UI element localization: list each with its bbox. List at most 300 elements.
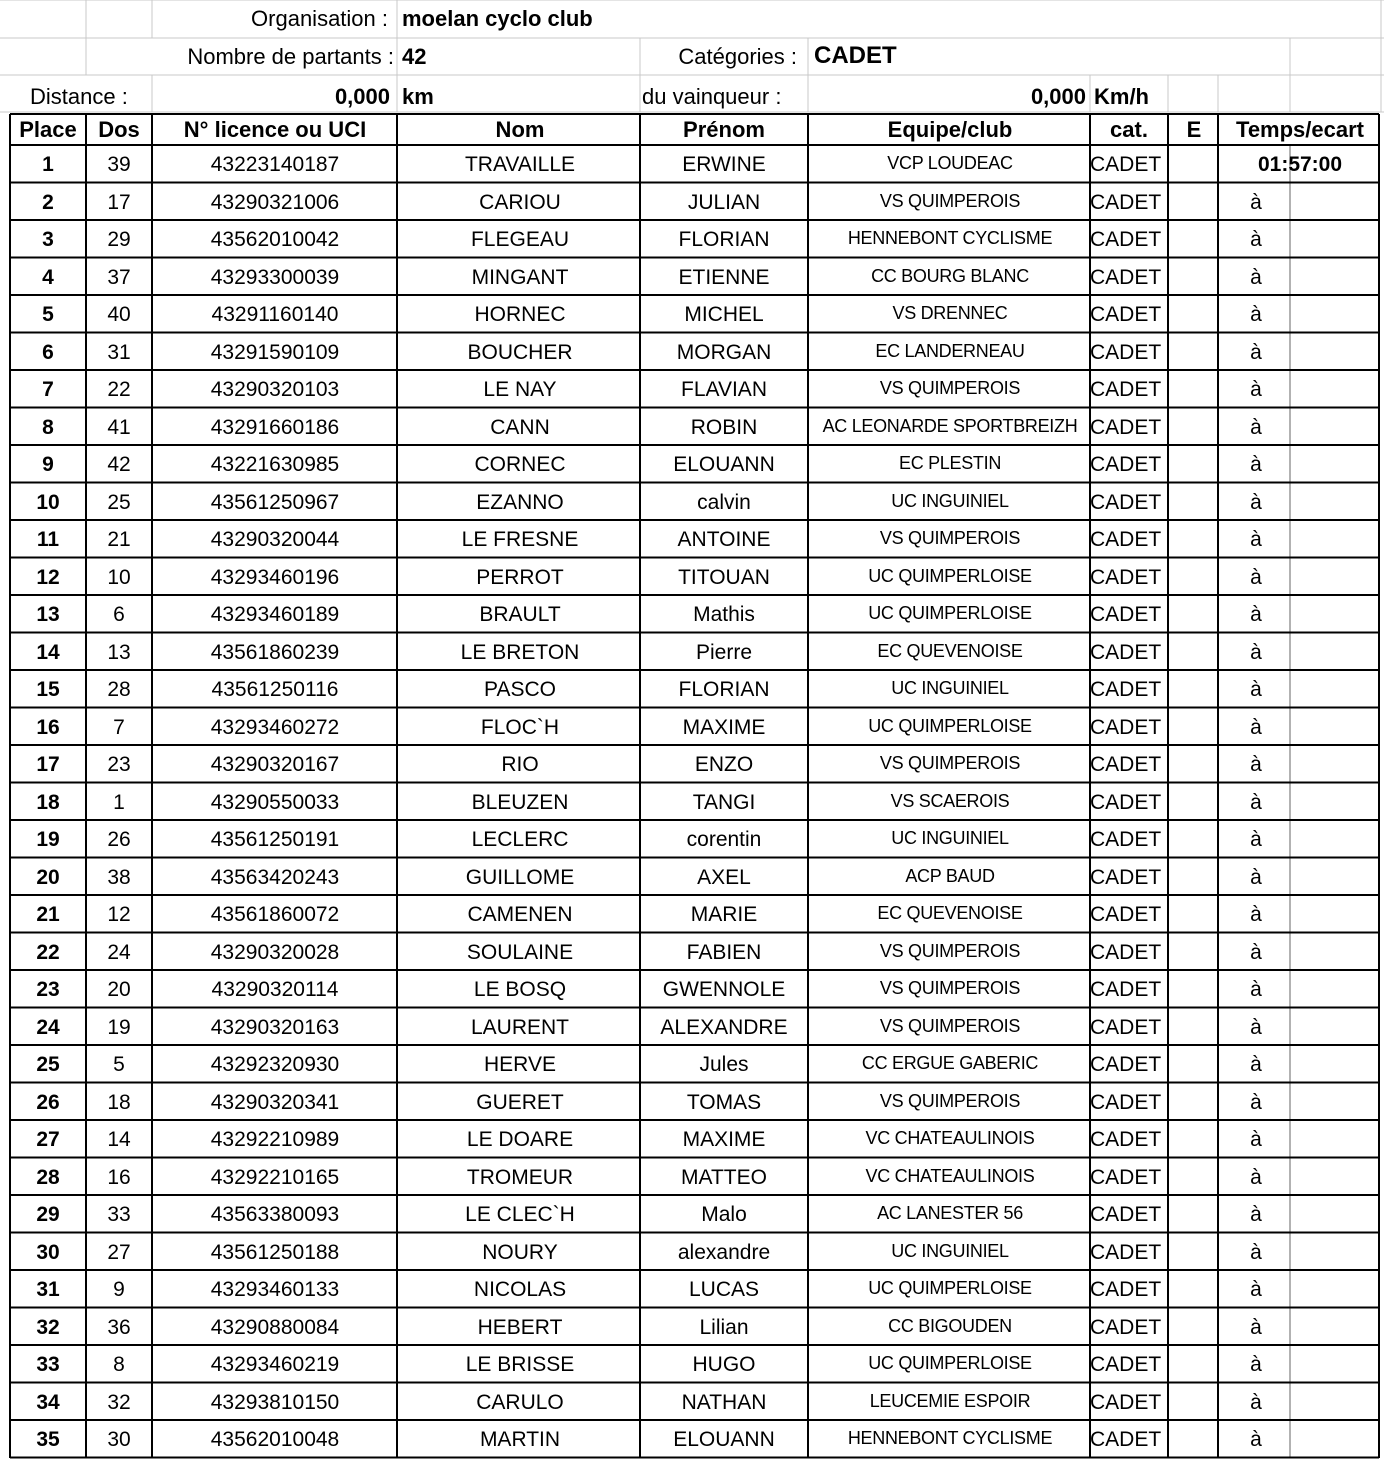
- cell-club: AC LANESTER 56: [877, 1203, 1023, 1223]
- cell-temps: à: [1250, 378, 1262, 401]
- cell-temps: à: [1250, 903, 1262, 926]
- cell-dos: 22: [107, 378, 131, 401]
- cell-prenom: GWENNOLE: [662, 978, 786, 1001]
- cell-prenom: MAXIME: [682, 715, 766, 739]
- cell-nom: CANN: [490, 415, 550, 439]
- cell-temps: à: [1250, 490, 1262, 514]
- cell-prenom: ENZO: [694, 753, 754, 776]
- cell-temps: à: [1250, 865, 1262, 889]
- cell-dos: 20: [107, 978, 131, 1001]
- cell-prenom: alexandre: [677, 1240, 771, 1264]
- cell-dos: 18: [107, 1090, 131, 1114]
- cell-temps: à: [1250, 753, 1262, 776]
- cell-dos: 5: [113, 1053, 125, 1076]
- cell-dos: 6: [113, 603, 125, 626]
- cell-licence: 43561250116: [211, 678, 339, 701]
- cell-dos: 8: [113, 1353, 125, 1376]
- cell-club: UC INGUINIEL: [891, 1240, 1009, 1261]
- cell-temps: à: [1250, 415, 1262, 439]
- cell-cat: CADET: [1090, 715, 1162, 739]
- cell-place: 4: [42, 265, 54, 289]
- cell-cat: CADET: [1090, 1128, 1162, 1151]
- cell-cat: CADET: [1090, 640, 1162, 664]
- cell-dos: 28: [107, 678, 131, 701]
- cell-dos: 7: [113, 715, 125, 739]
- cell-dos: 1: [113, 790, 125, 814]
- cell-club: UC INGUINIEL: [891, 828, 1009, 848]
- cell-club: CC BIGOUDEN: [888, 1315, 1012, 1336]
- cell-prenom: MARIE: [690, 903, 758, 926]
- cell-temps: à: [1250, 528, 1262, 551]
- cell-place: 22: [36, 940, 60, 964]
- cell-club: CC ERGUE GABERIC: [861, 1053, 1039, 1073]
- cell-dos: 21: [107, 528, 131, 551]
- cell-dos: 41: [107, 415, 131, 439]
- cell-licence: 43293460219: [210, 1353, 340, 1376]
- col-header-prenom: Prénom: [683, 117, 765, 142]
- cell-prenom: calvin: [697, 490, 751, 514]
- cell-dos: 30: [107, 1428, 131, 1451]
- cell-temps: à: [1250, 303, 1262, 326]
- cell-place: 1: [42, 153, 54, 176]
- cell-club: UC INGUINIEL: [891, 678, 1009, 698]
- categories-value: CADET: [814, 42, 897, 69]
- cell-cat: CADET: [1090, 828, 1162, 851]
- cell-nom: HORNEC: [474, 303, 566, 326]
- cell-prenom: Lilian: [699, 1315, 749, 1339]
- cell-cat: CADET: [1090, 940, 1162, 964]
- cell-place: 14: [36, 640, 60, 664]
- col-header-licence: N° licence ou UCI: [183, 117, 367, 142]
- cell-place: 5: [42, 303, 54, 326]
- cell-cat: CADET: [1090, 153, 1162, 176]
- cell-nom: FLEGEAU: [470, 228, 570, 251]
- cell-temps: à: [1250, 1203, 1262, 1226]
- cell-prenom: MICHEL: [684, 303, 764, 326]
- cell-licence: 43290321006: [210, 190, 340, 214]
- cell-club: UC INGUINIEL: [891, 490, 1009, 511]
- cell-club: EC PLESTIN: [898, 453, 1002, 473]
- cell-nom: PERROT: [476, 565, 564, 589]
- cell-nom: LE NAY: [483, 378, 557, 401]
- cell-dos: 13: [107, 640, 131, 664]
- cell-dos: 19: [107, 1015, 131, 1039]
- col-header-club: Equipe/club: [887, 117, 1013, 142]
- cell-dos: 33: [107, 1203, 131, 1226]
- cell-licence: 43561860239: [210, 640, 340, 664]
- cell-nom: TRAVAILLE: [464, 153, 576, 176]
- col-header-dos: Dos: [98, 117, 140, 142]
- cell-licence: 43290320028: [210, 940, 340, 964]
- cell-temps: à: [1250, 715, 1262, 739]
- cell-club: VS QUIMPEROIS: [879, 753, 1021, 773]
- cell-temps: à: [1250, 265, 1262, 289]
- cell-temps: à: [1250, 1165, 1262, 1189]
- cell-cat: CADET: [1090, 978, 1162, 1001]
- cell-dos: 26: [107, 828, 131, 851]
- cell-prenom: ANTOINE: [677, 528, 771, 551]
- cell-place: 9: [42, 453, 54, 476]
- cell-prenom: MORGAN: [676, 340, 772, 364]
- cell-place: 8: [42, 415, 54, 439]
- cell-nom: FLOC`H: [480, 715, 560, 739]
- cell-cat: CADET: [1090, 378, 1162, 401]
- cell-place: 21: [36, 903, 60, 926]
- cell-temps: à: [1250, 1053, 1262, 1076]
- cell-club: HENNEBONT CYCLISME: [847, 1428, 1053, 1448]
- cell-place: 17: [36, 753, 60, 776]
- cell-prenom: MAXIME: [682, 1128, 766, 1151]
- cell-club: VS QUIMPEROIS: [879, 528, 1021, 548]
- cell-place: 12: [36, 565, 60, 589]
- organisation-label: Organisation :: [251, 6, 388, 31]
- cell-dos: 37: [107, 265, 131, 289]
- cell-prenom: Malo: [701, 1203, 747, 1226]
- cell-place: 28: [36, 1165, 60, 1189]
- cell-prenom: TITOUAN: [678, 565, 770, 589]
- cell-club: VS SCAEROIS: [890, 790, 1010, 811]
- cell-licence: 43293460133: [210, 1278, 340, 1301]
- cell-nom: LE BRETON: [460, 640, 580, 664]
- cell-nom: LE BRISSE: [465, 1353, 575, 1376]
- cell-temps: à: [1250, 190, 1262, 214]
- cell-prenom: NATHAN: [681, 1390, 767, 1414]
- cell-licence: 43290320341: [210, 1090, 340, 1114]
- cell-licence: 43561250188: [210, 1240, 340, 1264]
- cell-licence: 43290550033: [210, 790, 340, 814]
- cell-nom: HERVE: [484, 1053, 556, 1076]
- cell-prenom: FLAVIAN: [681, 378, 767, 401]
- cell-prenom: FLORIAN: [678, 678, 770, 701]
- cell-prenom: ERWINE: [682, 153, 766, 176]
- cell-club: VS QUIMPEROIS: [879, 190, 1021, 211]
- cell-cat: CADET: [1090, 1428, 1162, 1451]
- cell-temps: à: [1250, 1128, 1262, 1151]
- cell-dos: 12: [107, 903, 131, 926]
- cell-cat: CADET: [1090, 903, 1162, 926]
- cell-licence: 43290880084: [210, 1315, 340, 1339]
- cell-place: 11: [36, 528, 60, 551]
- cell-temps: à: [1250, 565, 1262, 589]
- cell-club: UC QUIMPERLOISE: [868, 565, 1032, 586]
- cell-club: ACP BAUD: [905, 865, 995, 886]
- cell-nom: LE CLEC`H: [465, 1203, 575, 1226]
- cell-club: VS DRENNEC: [892, 303, 1008, 323]
- cell-dos: 10: [107, 565, 131, 589]
- cell-prenom: corentin: [686, 828, 762, 851]
- cell-nom: GUILLOME: [465, 865, 575, 889]
- cell-place: 6: [42, 340, 54, 364]
- cell-place: 24: [36, 1015, 60, 1039]
- cell-club: HENNEBONT CYCLISME: [847, 228, 1053, 248]
- cell-place: 30: [36, 1240, 60, 1264]
- cell-licence: 43293460189: [210, 603, 340, 626]
- cell-nom: LE FRESNE: [461, 528, 579, 551]
- cell-licence: 43290320103: [210, 378, 340, 401]
- cell-licence: 43561250967: [210, 490, 340, 514]
- cell-cat: CADET: [1090, 528, 1162, 551]
- organisation-value: moelan cyclo club: [402, 6, 593, 31]
- cell-cat: CADET: [1090, 415, 1162, 439]
- distance-label: Distance :: [30, 84, 128, 109]
- cell-prenom: TOMAS: [686, 1090, 762, 1114]
- cell-licence: 43562010048: [210, 1428, 340, 1451]
- cell-dos: 17: [107, 190, 131, 214]
- cell-nom: NICOLAS: [473, 1278, 567, 1301]
- cell-prenom: ELOUANN: [673, 1428, 775, 1451]
- cell-cat: CADET: [1090, 1390, 1162, 1414]
- cell-place: 19: [36, 828, 60, 851]
- vainqueur-unit: Km/h: [1094, 84, 1149, 109]
- cell-dos: 25: [107, 490, 131, 514]
- cell-dos: 42: [107, 453, 131, 476]
- cell-prenom: Jules: [699, 1053, 749, 1076]
- cell-licence: 43562010042: [210, 228, 340, 251]
- cell-place: 13: [36, 603, 60, 626]
- cell-dos: 36: [107, 1315, 131, 1339]
- cell-cat: CADET: [1090, 1203, 1162, 1226]
- cell-nom: BOUCHER: [467, 340, 573, 364]
- cell-place: 35: [36, 1428, 60, 1451]
- cell-temps: à: [1250, 603, 1262, 626]
- cell-club: UC QUIMPERLOISE: [868, 1278, 1032, 1298]
- cell-prenom: FLORIAN: [678, 228, 770, 251]
- cell-dos: 23: [107, 753, 131, 776]
- cell-licence: 43563380093: [210, 1203, 340, 1226]
- cell-cat: CADET: [1090, 340, 1162, 364]
- cell-cat: CADET: [1090, 865, 1162, 889]
- cell-nom: HEBERT: [477, 1315, 563, 1339]
- cell-cat: CADET: [1090, 190, 1162, 214]
- cell-place: 2: [42, 190, 54, 214]
- cell-nom: PASCO: [484, 678, 556, 701]
- cell-place: 26: [36, 1090, 60, 1114]
- cell-temps: à: [1250, 1353, 1262, 1376]
- cell-club: CC BOURG BLANC: [871, 265, 1029, 286]
- cell-temps: à: [1250, 1315, 1262, 1339]
- cell-nom: TROMEUR: [466, 1165, 574, 1189]
- cell-licence: 43290320167: [210, 753, 340, 776]
- cell-prenom: TANGI: [692, 790, 756, 814]
- cell-nom: LE BOSQ: [473, 978, 567, 1001]
- cell-cat: CADET: [1090, 1240, 1162, 1264]
- cell-nom: RIO: [501, 753, 539, 776]
- cell-place: 18: [36, 790, 60, 814]
- cell-nom: CORNEC: [474, 453, 566, 476]
- partants-label: Nombre de partants :: [187, 44, 394, 69]
- cell-dos: 38: [107, 865, 131, 889]
- cell-place: 32: [36, 1315, 60, 1339]
- col-header-cat: cat.: [1110, 117, 1148, 142]
- cell-club: VS QUIMPEROIS: [879, 978, 1021, 998]
- cell-temps: à: [1250, 1390, 1262, 1414]
- cell-cat: CADET: [1090, 1165, 1162, 1189]
- cell-place: 20: [36, 865, 60, 889]
- cell-licence: 43290320163: [210, 1015, 340, 1039]
- cell-licence: 43290320114: [211, 978, 339, 1001]
- cell-temps: à: [1250, 453, 1262, 476]
- cell-prenom: JULIAN: [687, 190, 761, 214]
- cell-nom: GUERET: [476, 1090, 564, 1114]
- cell-dos: 31: [107, 340, 131, 364]
- cell-place: 3: [42, 228, 54, 251]
- vainqueur-label: du vainqueur :: [642, 84, 782, 109]
- cell-dos: 39: [107, 153, 131, 176]
- cell-temps: à: [1250, 940, 1262, 964]
- cell-temps: à: [1250, 1240, 1262, 1264]
- cell-club: VS QUIMPEROIS: [879, 1090, 1021, 1111]
- col-header-place: Place: [19, 117, 77, 142]
- cell-prenom: ALEXANDRE: [660, 1015, 788, 1039]
- cell-place: 15: [36, 678, 60, 701]
- distance-value: 0,000: [334, 84, 390, 109]
- cell-place: 16: [36, 715, 60, 739]
- cell-cat: CADET: [1090, 228, 1162, 251]
- cell-prenom: FABIEN: [686, 940, 762, 964]
- cell-licence: 43291160140: [211, 303, 339, 326]
- cell-club: VS QUIMPEROIS: [879, 940, 1021, 961]
- cell-place: 25: [36, 1053, 60, 1076]
- cell-cat: CADET: [1090, 603, 1162, 626]
- cell-place: 34: [36, 1390, 60, 1414]
- cell-temps: à: [1250, 828, 1262, 851]
- cell-licence: 43561250191: [210, 828, 340, 851]
- cell-licence: 43293460272: [210, 715, 340, 739]
- cell-cat: CADET: [1090, 753, 1162, 776]
- cell-prenom: MATTEO: [681, 1165, 767, 1189]
- cell-club: UC QUIMPERLOISE: [868, 715, 1032, 736]
- cell-licence: 43293300039: [210, 265, 340, 289]
- cell-cat: CADET: [1090, 1315, 1162, 1339]
- cell-prenom: Pierre: [695, 640, 753, 664]
- col-header-e: E: [1186, 117, 1202, 142]
- cell-cat: CADET: [1090, 678, 1162, 701]
- cell-club: UC QUIMPERLOISE: [868, 603, 1032, 623]
- cell-temps: à: [1250, 978, 1262, 1001]
- cell-prenom: LUCAS: [688, 1278, 760, 1301]
- cell-dos: 29: [107, 228, 131, 251]
- cell-cat: CADET: [1090, 1053, 1162, 1076]
- cell-temps: à: [1250, 1090, 1262, 1114]
- cell-nom: NOURY: [482, 1240, 558, 1264]
- cell-club: AC LEONARDE SPORTBREIZH: [822, 415, 1078, 436]
- cell-temps: à: [1250, 1278, 1262, 1301]
- col-header-nom: Nom: [495, 117, 545, 142]
- cell-club: LEUCEMIE ESPOIR: [869, 1390, 1031, 1411]
- cell-nom: EZANNO: [476, 490, 564, 514]
- cell-nom: CARIOU: [479, 190, 561, 214]
- cell-licence: 43293810150: [210, 1390, 340, 1414]
- cell-place: 27: [36, 1128, 60, 1151]
- cell-cat: CADET: [1090, 1353, 1162, 1376]
- cell-nom: BLEUZEN: [471, 790, 569, 814]
- partants-value: 42: [402, 44, 427, 69]
- cell-nom: CAMENEN: [467, 903, 573, 926]
- cell-place: 23: [36, 978, 60, 1001]
- cell-nom: LE DOARE: [466, 1128, 574, 1151]
- cell-club: EC QUEVENOISE: [877, 903, 1023, 923]
- cell-licence: 43292210165: [210, 1165, 340, 1189]
- cell-club: VCP LOUDEAC: [887, 153, 1013, 173]
- cell-licence: 43292320930: [210, 1053, 340, 1076]
- cell-licence: 43292210989: [210, 1128, 340, 1151]
- cell-temps: 01:57:00: [1257, 153, 1343, 176]
- cell-nom: CARULO: [476, 1390, 564, 1414]
- cell-cat: CADET: [1090, 453, 1162, 476]
- cell-dos: 14: [107, 1128, 131, 1151]
- cell-club: EC LANDERNEAU: [875, 340, 1025, 361]
- cell-dos: 16: [107, 1165, 131, 1189]
- cell-prenom: HUGO: [692, 1353, 756, 1376]
- cell-place: 33: [36, 1353, 60, 1376]
- cell-cat: CADET: [1090, 565, 1162, 589]
- cell-club: VS QUIMPEROIS: [879, 1015, 1021, 1036]
- cell-club: EC QUEVENOISE: [877, 640, 1023, 661]
- vainqueur-value: 0,000: [1030, 84, 1086, 109]
- cell-club: UC QUIMPERLOISE: [868, 1353, 1032, 1373]
- cell-nom: LAURENT: [470, 1015, 570, 1039]
- cell-cat: CADET: [1090, 265, 1162, 289]
- cell-prenom: AXEL: [697, 865, 751, 889]
- cell-temps: à: [1250, 678, 1262, 701]
- cell-place: 29: [36, 1203, 60, 1226]
- cell-temps: à: [1250, 340, 1262, 364]
- cell-licence: 43563420243: [210, 865, 340, 889]
- cell-nom: MARTIN: [479, 1428, 561, 1451]
- cell-prenom: ROBIN: [690, 415, 758, 439]
- cell-place: 31: [36, 1278, 60, 1301]
- categories-label: Catégories :: [678, 44, 797, 69]
- distance-unit: km: [402, 84, 434, 109]
- cell-cat: CADET: [1090, 1015, 1162, 1039]
- col-header-temps: Temps/ecart: [1236, 117, 1364, 142]
- cell-temps: à: [1250, 1015, 1262, 1039]
- cell-cat: CADET: [1090, 790, 1162, 814]
- cell-licence: 43223140187: [210, 153, 340, 176]
- cell-temps: à: [1250, 790, 1262, 814]
- cell-dos: 32: [107, 1390, 131, 1414]
- cell-club: VC CHATEAULINOIS: [865, 1165, 1035, 1186]
- cell-nom: BRAULT: [479, 603, 561, 626]
- cell-licence: 43561860072: [210, 903, 340, 926]
- cell-licence: 43290320044: [210, 528, 340, 551]
- cell-licence: 43293460196: [210, 565, 340, 589]
- cell-prenom: Mathis: [693, 603, 755, 626]
- cell-dos: 27: [107, 1240, 131, 1264]
- cell-club: VS QUIMPEROIS: [879, 378, 1021, 398]
- cell-temps: à: [1250, 640, 1262, 664]
- cell-temps: à: [1250, 228, 1262, 251]
- cell-temps: à: [1250, 1428, 1262, 1451]
- cell-dos: 40: [107, 303, 131, 326]
- cell-place: 7: [42, 378, 54, 401]
- cell-cat: CADET: [1090, 1090, 1162, 1114]
- cell-dos: 9: [113, 1278, 125, 1301]
- cell-licence: 43221630985: [210, 453, 340, 476]
- cell-nom: SOULAINE: [466, 940, 574, 964]
- cell-prenom: ELOUANN: [673, 453, 775, 476]
- cell-dos: 24: [107, 940, 131, 964]
- cell-place: 10: [36, 490, 60, 514]
- cell-cat: CADET: [1090, 1278, 1162, 1301]
- cell-cat: CADET: [1090, 303, 1162, 326]
- cell-licence: 43291660186: [210, 415, 340, 439]
- cell-nom: MINGANT: [471, 265, 569, 289]
- cell-club: VC CHATEAULINOIS: [865, 1128, 1035, 1148]
- cell-prenom: ETIENNE: [678, 265, 770, 289]
- cell-licence: 43291590109: [210, 340, 340, 364]
- cell-nom: LECLERC: [471, 828, 569, 851]
